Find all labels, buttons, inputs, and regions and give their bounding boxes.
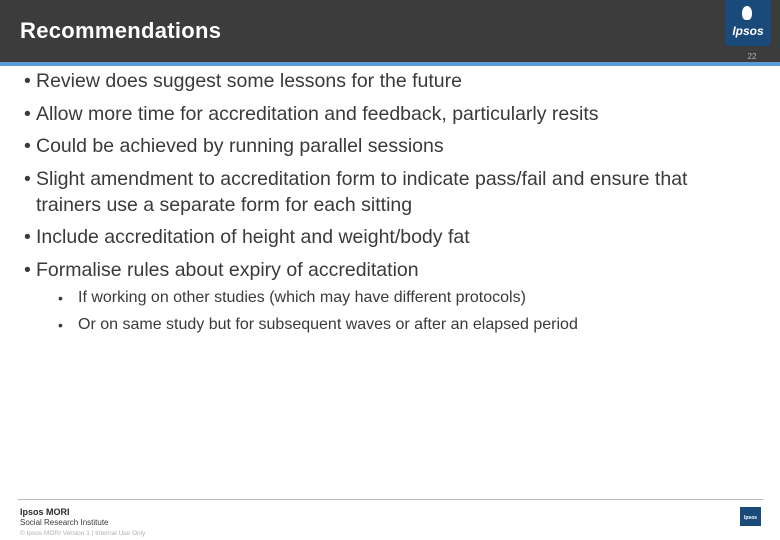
bullet-item: [24, 68, 744, 94]
sub-bullet-item: [58, 315, 738, 335]
bullet-text: Could be achieved by running parallel sessions: [36, 135, 444, 157]
ipsos-logo: [725, 0, 771, 46]
page-title: Recommendations: [20, 18, 222, 43]
header-bar: [0, 0, 780, 62]
bullet-item: [24, 133, 744, 159]
bullet-item: [24, 101, 744, 127]
bullet-text: Formalise rules about expiry of accreditation: [36, 258, 419, 281]
bullet-text: Slight amendment to accreditation form to indicate pass/fail and ensure that trainers use a separate form for each sitting: [36, 167, 688, 216]
sub-bullet-list: [58, 288, 738, 342]
bullet-text: Review does suggest some lessons for the future: [36, 70, 462, 92]
sub-bullet-icon: •: [58, 317, 63, 333]
footer-divider: [18, 499, 763, 500]
footer-copyright: © Ipsos MORI Version 1 | Internal Use Only: [20, 530, 146, 537]
logo-text: Ipsos: [732, 24, 764, 38]
bullet-text: Include accreditation of height and weight/body fat: [36, 226, 470, 248]
ipsos-footer-logo: [740, 507, 761, 526]
bullet-icon: •: [24, 102, 31, 125]
logo-mark-icon: [742, 6, 752, 20]
footer-brand: Ipsos MORI: [20, 507, 70, 517]
footer-subtitle: Social Research Institute: [20, 518, 109, 527]
header-divider: [0, 62, 780, 66]
sub-bullet-text: Or on same study but for subsequent waves or after an elapsed period: [78, 316, 578, 333]
bullet-icon: •: [24, 167, 31, 190]
bullet-list: [24, 68, 744, 289]
bullet-icon: •: [24, 258, 31, 281]
bullet-item: [24, 257, 744, 283]
bullet-text: Allow more time for accreditation and feedback, particularly resits: [36, 102, 599, 125]
bullet-icon: •: [24, 135, 31, 157]
sub-bullet-text: If working on other studies (which may have different protocols): [78, 289, 526, 306]
slide-number: 22: [747, 52, 757, 61]
bullet-icon: •: [24, 226, 31, 248]
bullet-item: [24, 166, 744, 218]
bullet-item: [24, 224, 744, 250]
bullet-icon: •: [24, 70, 31, 92]
sub-bullet-icon: •: [58, 290, 63, 306]
footer-logo-text: Ipsos: [743, 515, 758, 521]
sub-bullet-item: [58, 288, 738, 308]
